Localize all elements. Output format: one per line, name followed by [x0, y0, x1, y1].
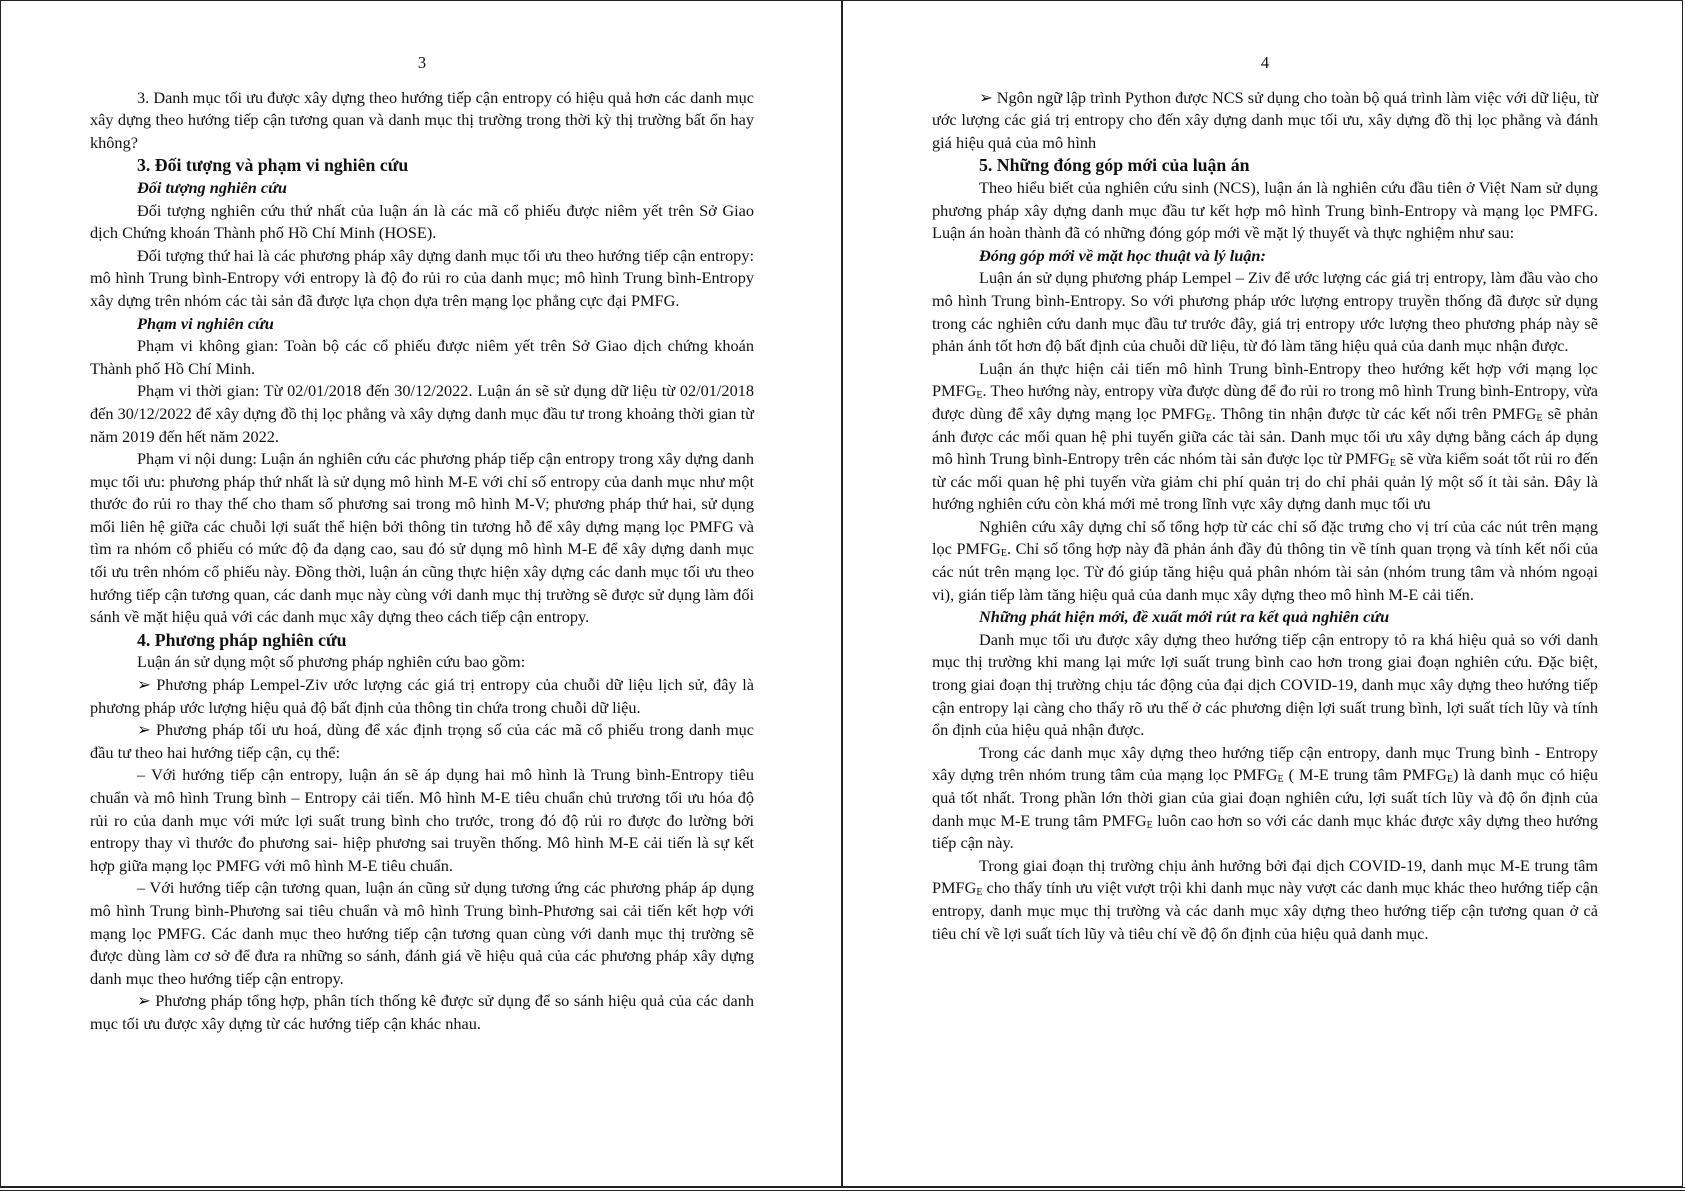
paragraph: Phạm vi nội dung: Luận án nghiên cứu các phương pháp tiếp cận entropy trong xây dựng danh mục tối ưu: phương pháp thứ nhất là sử dụng mô hình M-E với chỉ số entropy của danh mục như một thước đo rủi ro thay thế cho tham số phương sai trong mô hình M-V; phương pháp thứ hai, sử dụng mối liên hệ giữa các chuỗi lợi suất thể hiện bởi thông tin tương hỗ để xây dựng mạng lọc PMFG và tìm ra nhóm cổ phiếu có mức độ đa dạng cao, sau đó sử dụng mô hình M-E để xây dựng danh mục tối ưu trên nhóm cổ phiếu này. Đồng thời, luận án cũng thực hiện xây dựng các danh mục tối ưu theo hướng tiếp cận tương quan, các danh mục này cùng với danh mục thị trường sẽ được sử dụng làm đối sánh về mặt hiệu quả với các danh mục xây dựng theo cách tiếp cận entropy. — [90, 449, 754, 627]
subsection-heading: Những phát hiện mới, đề xuất mới rút ra kết quả nghiên cứu — [979, 607, 1390, 627]
paragraph: Đối tượng nghiên cứu thứ nhất của luận án là các mã cổ phiếu được niêm yết trên Sở Giao dịch Chứng khoán Thành phố Hồ Chí Minh (HOSE). — [90, 200, 754, 243]
paragraph: Đối tượng thứ hai là các phương pháp xây dựng danh mục tối ưu theo hướng tiếp cận entropy: mô hình Trung bình-Entropy với entropy là độ đo rủi ro của danh mục; mô hình Trung bình-Entropy xây dựng trên nhóm các tài sản đã được lựa chọn dựa trên mạng lọc phẳng cực đại PMFG. — [90, 245, 754, 310]
section-heading: 4. Phương pháp nghiên cứu — [137, 629, 347, 650]
paragraph: Luận án thực hiện cải tiến mô hình Trung bình-Entropy theo hướng kết hợp với mạng lọc $PMFG_E$. Theo hướng này, entropy vừa được dùng để đo rủi ro trong mô hình Trung bình-Entropy, vừa được dùng để xây dựng mạng lọc $PMFG_E$. Thông tin nhận được từ các kết nối trên $PMFG_E$ sẽ phản ánh được các mối quan hệ phi tuyến giữa các tài sản. Danh mục tối ưu xây dựng bằng cách áp dụng mô hình Trung bình-Entropy trên các nhóm tài sản được lọc từ $PMFG_E$ sẽ vừa kiểm soát tốt rủi ro đến từ các mối quan hệ phi tuyến vừa giảm chi phí quản trị do chỉ phải quản lý một số ít tài sản. Đây là hướng nghiên cứu còn khá mới mẻ trong lĩnh vực xây dựng danh mục tối ưu — [932, 358, 1598, 514]
bullet-paragraph: ➢ Ngôn ngữ lập trình Python được NCS sử dụng cho toàn bộ quá trình làm việc với dữ liệu, từ ước lượng các giá trị entropy cho đến xây dựng danh mục tối ưu, xây dựng đồ thị lọc phẳng và đánh giá hiệu quả của mô hình — [932, 87, 1598, 155]
paragraph: Phạm vi thời gian: Từ 02/01/2018 đến 30/12/2022. Luận án sẽ sử dụng dữ liệu từ 02/01/2018 đến 30/12/2022 để xây dựng đồ thị lọc phẳng và xây dựng danh mục đầu tư trong khoảng thời gian từ năm 2019 đến hết năm 2022. — [90, 381, 754, 446]
paragraph: Phạm vi không gian: Toàn bộ các cổ phiếu được niêm yết trên Sở Giao dịch chứng khoán Thành phố Hồ Chí Minh. — [90, 336, 754, 378]
page-number: 4 — [1260, 53, 1270, 72]
left-page — [0, 0, 841, 1187]
paragraph: – Với hướng tiếp cận entropy, luận án sẽ áp dụng hai mô hình là Trung bình-Entropy tiêu chuẩn và mô hình Trung bình – Entropy cải tiến. Mô hình M-E tiêu chuẩn chủ trương tối ưu hóa độ rủi ro của danh mục với mức lợi suất trung bình cho trước, trong đó độ rủi ro được đo lường bởi entropy thay vì thước đo phương sai- hiệp phương sai truyền thống. Mô hình M-E cải tiến là sự kết hợp giữa mạng lọc PMFG với mô hình M-E tiêu chuẩn. — [90, 765, 754, 875]
paragraph: 3. Danh mục tối ưu được xây dựng theo hướng tiếp cận entropy có hiệu quả hơn các danh mục xây dựng theo hướng tiếp cận tương quan và danh mục thị trường trong thời kỳ thị trường bất ổn hay không? — [90, 87, 754, 152]
bottom-rule — [0, 1187, 1685, 1191]
page-number: 3 — [417, 53, 427, 72]
subsection-heading: Đóng góp mới về mặt học thuật và lý luận: — [979, 245, 1266, 265]
paragraph: Danh mục tối ưu được xây dựng theo hướng tiếp cận entropy tỏ ra khá hiệu quả so với danh mục thị trường khi mang lại mức lợi suất trung bình cao hơn trong giai đoạn nghiên cứu. Đặc biệt, trong giai đoạn thị trường chịu tác động của đại dịch COVID-19, danh mục xây dựng theo hướng tiếp cận entropy lại càng cho thấy rõ ưu thế ở các phương diện lợi suất trung bình, lợi suất tích lũy và tính ổn định của hiệu quả nhận được. — [932, 629, 1598, 740]
paragraph: Nghiên cứu xây dựng chỉ số tổng hợp từ các chỉ số đặc trưng cho vị trí của các nút trên mạng lọc $PMFG_E$. Chỉ số tổng hợp này đã phản ánh đầy đủ thông tin về tính quan trọng và tính kết nối của các nút trên mạng lọc. Từ đó giúp tăng hiệu quả phân nhóm tài sản (nhóm trung tâm và nhóm ngoại vi), gián tiếp làm tăng hiệu quả của danh mục xây dựng theo mô hình M-E cải tiến. — [932, 516, 1598, 604]
paragraph: – Với hướng tiếp cận tương quan, luận án cũng sử dụng tương ứng các phương pháp áp dụng mô hình Trung bình-Phương sai tiêu chuẩn và mô hình Trung bình-Phương sai cải tiến kết hợp với mạng lọc PMFG. Các danh mục theo hướng tiếp cận tương quan cùng với danh mục thị trường sẽ được dùng làm cơ sở để đưa ra những so sánh, đánh giá về hiệu quả của các phương pháp xây dựng danh mục theo hướng tiếp cận entropy. — [90, 878, 754, 988]
section-heading: 5. Những đóng góp mới của luận án — [979, 155, 1250, 176]
right-page — [843, 0, 1685, 1187]
section-heading: 3. Đối tượng và phạm vi nghiên cứu — [137, 155, 409, 176]
right-page-body — [932, 87, 1598, 946]
bullet-paragraph: ➢ Phương pháp tối ưu hoá, dùng để xác định trọng số của các mã cổ phiếu trong danh mục đầu tư theo hai hướng tiếp cận, cụ thể: — [90, 719, 754, 764]
subsection-heading: Phạm vi nghiên cứu — [137, 313, 274, 333]
paragraph: Luận án sử dụng một số phương pháp nghiên cứu bao gồm: — [137, 652, 526, 672]
paragraph: Trong các danh mục xây dựng theo hướng tiếp cận entropy, danh mục Trung bình - Entropy xây dựng trên nhóm trung tâm của mạng lọc $PMFG_E$ ( M-E trung tâm $PMFG_E$) là danh mục có hiệu quả tốt nhất. Trong phần lớn thời gian của giai đoạn nghiên cứu, lợi suất tích lũy và độ ổn định của danh mục M-E trung tâm $PMFG_E$ luôn cao hơn so với các danh mục khác được xây dựng theo hướng tiếp cận này. — [932, 742, 1599, 853]
paragraph: Trong giai đoạn thị trường chịu ảnh hưởng bởi đại dịch COVID-19, danh mục M-E trung tâm $PMFG_E$ cho thấy tính ưu việt vượt trội khi danh mục này vượt các danh mục khác theo hướng tiếp cận entropy, danh mục mục thị trường và các danh mục xây dựng theo hướng tiếp cận tương quan ở cả tiêu chí về lợi suất tích lũy và tiêu chí về độ ổn định của hiệu quả danh mục. — [932, 855, 1598, 943]
subsection-heading: Đối tượng nghiên cứu — [137, 177, 287, 197]
bullet-paragraph: ➢ Phương pháp tổng hợp, phân tích thống kê được sử dụng để so sánh hiệu quả của các danh mục tối ưu được xây dựng từ các hướng tiếp cận khác nhau. — [90, 990, 754, 1035]
left-page-body — [90, 87, 754, 1036]
paragraph: Theo hiểu biết của nghiên cứu sinh (NCS), luận án là nghiên cứu đầu tiên ở Việt Nam sử dụng phương pháp xây dựng danh mục đầu tư kết hợp mô hình Trung bình-Entropy và mạng lọc PMFG. Luận án hoàn thành đã có những đóng góp mới về mặt lý thuyết và thực nghiệm như sau: — [932, 177, 1598, 243]
paragraph: Luận án sử dụng phương pháp Lempel – Ziv để ước lượng các giá trị entropy, làm đầu vào cho mô hình Trung bình-Entropy. So với phương pháp ước lượng entropy truyền thống đã được sử dụng trong các nghiên cứu danh mục đầu tư trước đây, giá trị entropy ước lượng theo phương pháp này sẽ phản ánh tốt hơn độ bất định của chuỗi dữ liệu, từ đó làm tăng hiệu quả của danh mục nhận được. — [932, 268, 1598, 356]
bullet-paragraph: ➢ Phương pháp Lempel-Ziv ước lượng các giá trị entropy của chuỗi dữ liệu lịch sử, đây là phương pháp ước lượng hiệu quả độ bất định của thông tin chứa trong chuỗi dữ liệu. — [90, 674, 754, 719]
